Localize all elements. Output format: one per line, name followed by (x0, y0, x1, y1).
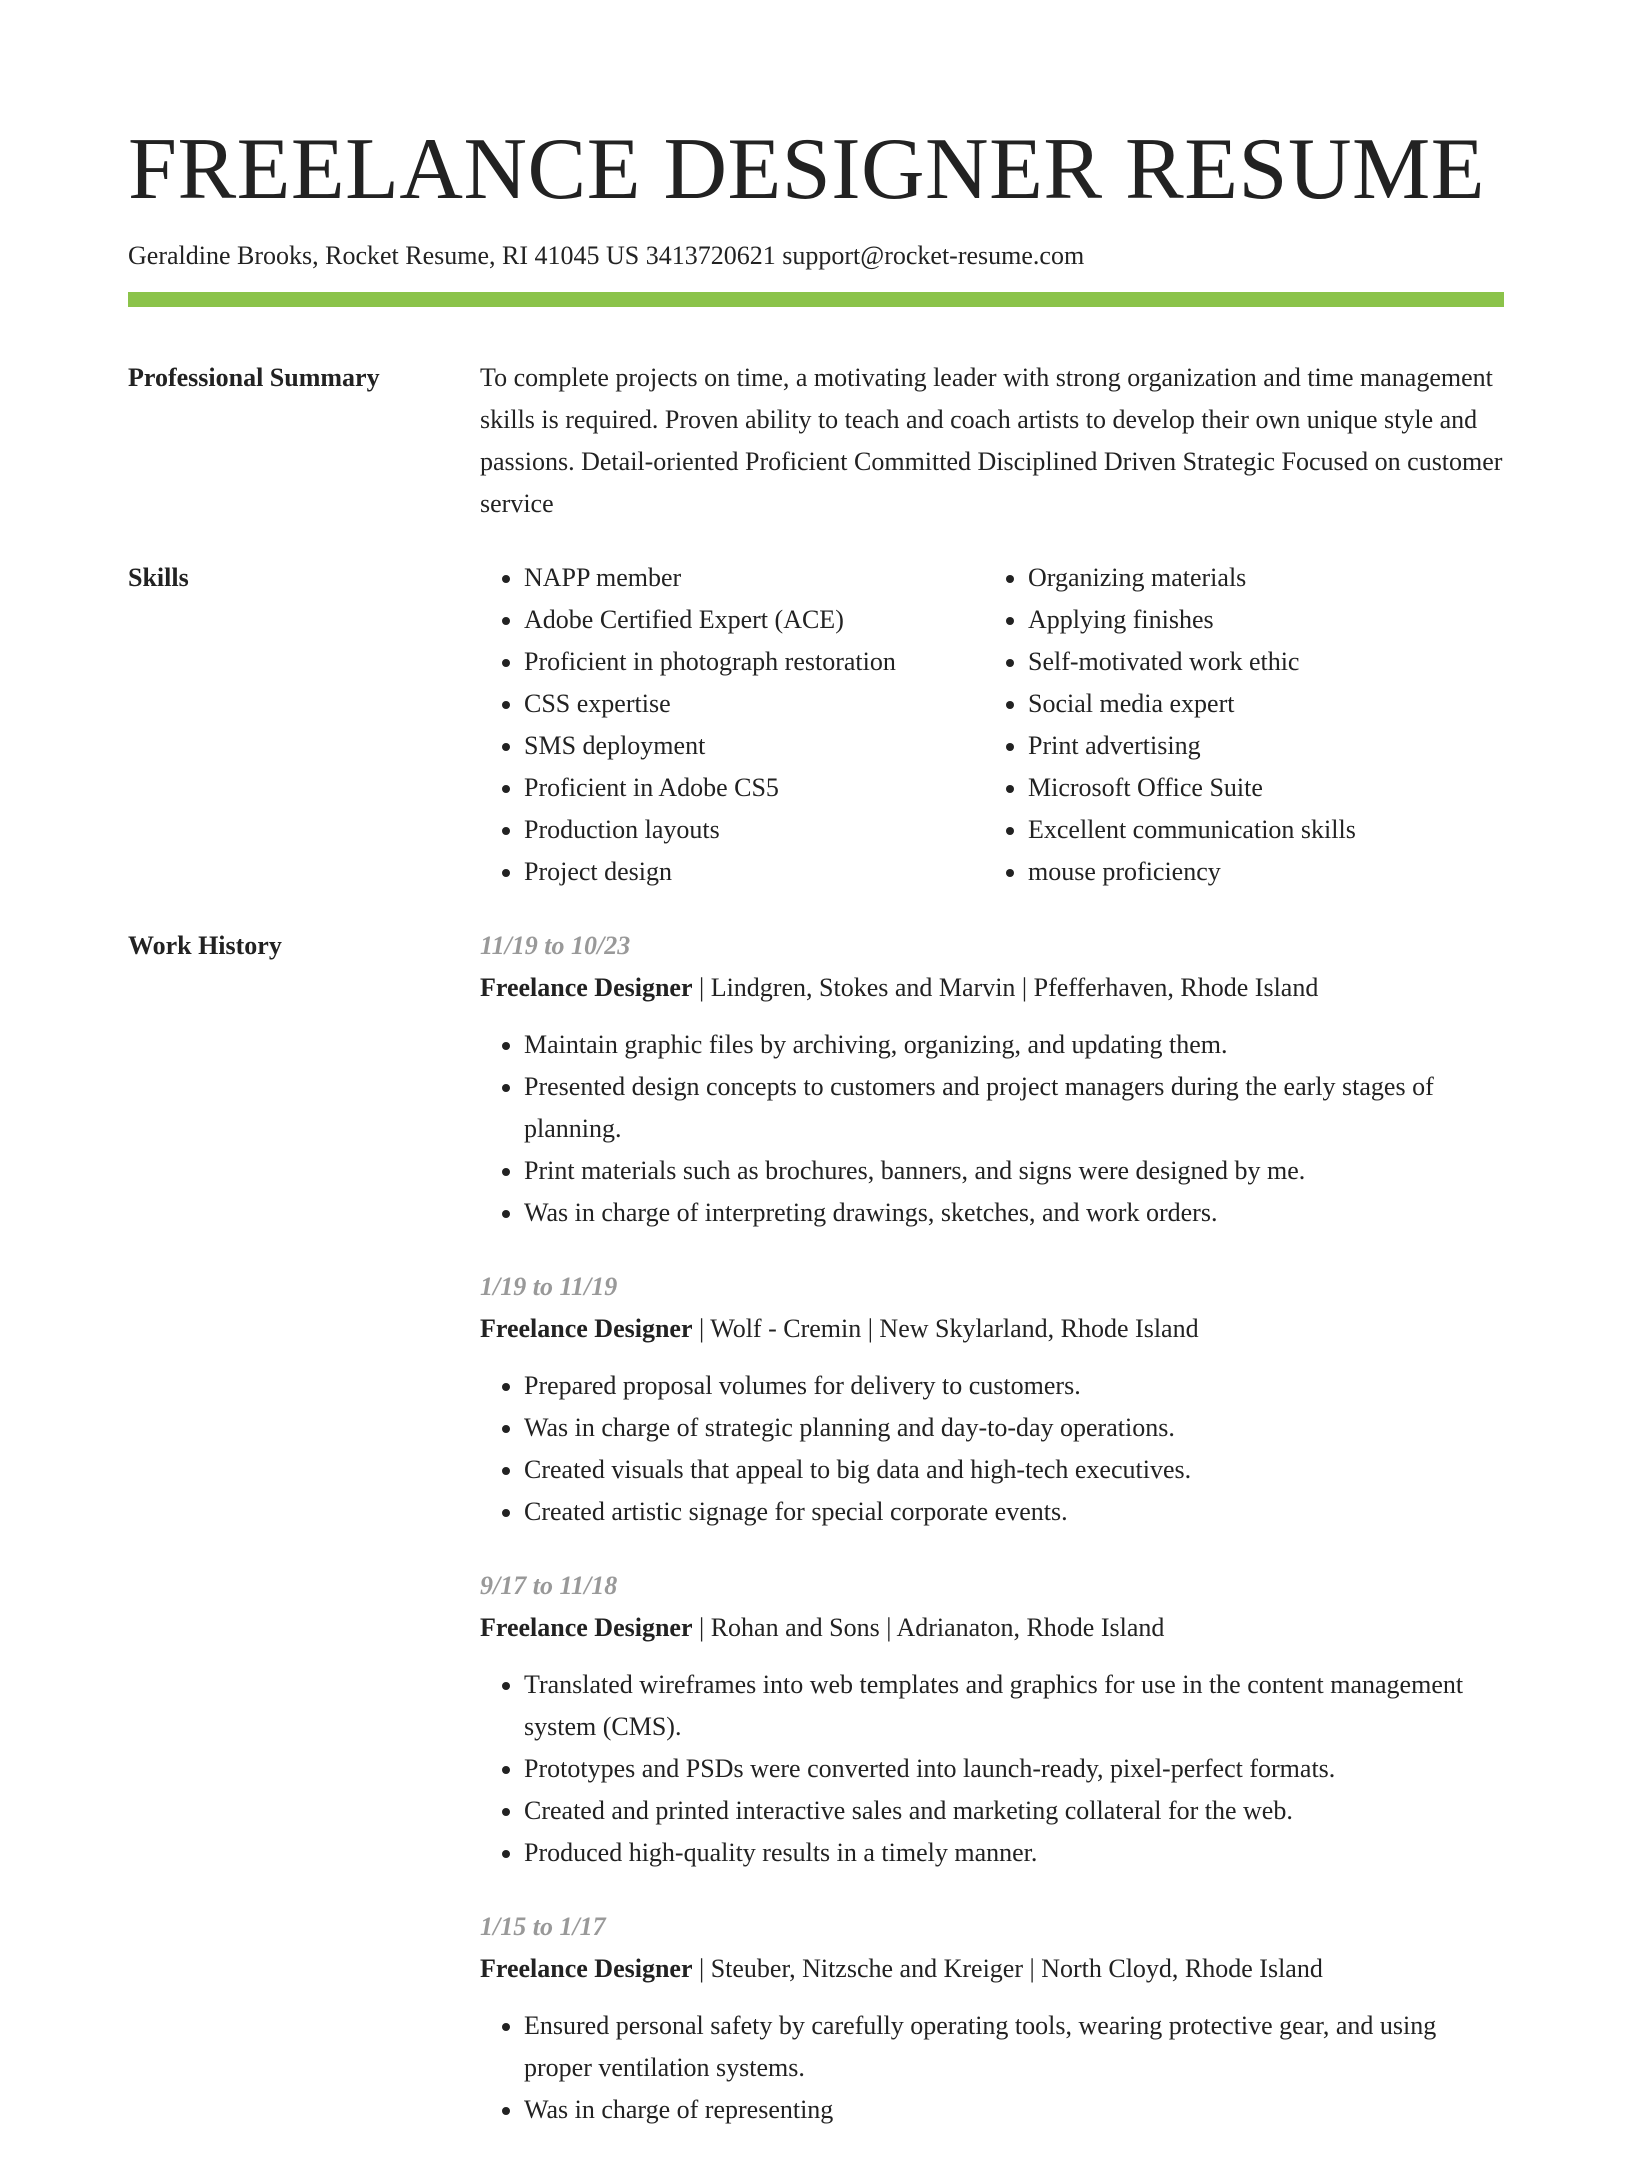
job-dates: 9/17 to 11/18 (480, 1571, 618, 1600)
work-history-section (128, 925, 1504, 2163)
skills-section (128, 557, 1504, 893)
job-entry (480, 1266, 1504, 1533)
resume-title: FREELANCE DESIGNER RESUME (128, 121, 1485, 218)
job-dates: 1/15 to 1/17 (480, 1912, 606, 1941)
job-duties-list (480, 1365, 1504, 1533)
skill-item: • NAPP member (524, 557, 984, 599)
skill-item: • SMS deployment (524, 725, 984, 767)
job-entry (480, 925, 1504, 1234)
job-duties-list (480, 1664, 1504, 1874)
skill-item: • Proficient in Adobe CS5 (524, 767, 984, 809)
job-employer-location: | Wolf - Cremin | New Skylarland, Rhode Island (692, 1314, 1199, 1343)
contact-line: Geraldine Brooks, Rocket Resume, RI 41045 US 3413720621 support@rocket-resume.com (128, 241, 1085, 270)
job-duties-list (480, 1024, 1504, 1234)
skill-item: • Microsoft Office Suite (1028, 767, 1504, 809)
skill-item: • Production layouts (524, 809, 984, 851)
summary-content (480, 357, 1504, 525)
job-title-line (480, 967, 1504, 1009)
skills-list-left (480, 557, 984, 893)
job-duty: • Translated wireframes into web templates and graphics for use in the content management system (CMS). (524, 1664, 1504, 1748)
skill-item: • Self-motivated work ethic (1028, 641, 1504, 683)
skill-item: • CSS expertise (524, 683, 984, 725)
skill-item: • Print advertising (1028, 725, 1504, 767)
work-history-label: Work History (128, 931, 282, 960)
resume-page (128, 0, 1504, 2163)
job-duty: • Presented design concepts to customers and project managers during the early stages of planning. (524, 1066, 1504, 1150)
job-title: Freelance Designer (480, 1613, 693, 1642)
job-duty: • Was in charge of strategic planning and day-to-day operations. (524, 1407, 1504, 1449)
summary-label: Professional Summary (128, 363, 380, 392)
job-title-line (480, 1948, 1504, 1990)
job-duty: • Was in charge of interpreting drawings, sketches, and work orders. (524, 1192, 1504, 1234)
job-employer-location: | Lindgren, Stokes and Marvin | Pfefferhaven, Rhode Island (692, 973, 1319, 1002)
skill-item: • Organizing materials (1028, 557, 1504, 599)
job-duty: • Ensured personal safety by carefully operating tools, wearing protective gear, and using proper ventilation systems. (524, 2005, 1504, 2089)
job-dates: 1/19 to 11/19 (480, 1272, 618, 1301)
job-entry (480, 1565, 1504, 1874)
job-dates: 11/19 to 10/23 (480, 931, 631, 960)
job-duty: • Produced high-quality results in a timely manner. (524, 1832, 1504, 1874)
skills-label: Skills (128, 563, 189, 592)
header-divider (128, 292, 1504, 307)
job-title-line (480, 1308, 1504, 1350)
skills-content (480, 557, 1504, 893)
skill-item: • mouse proficiency (1028, 851, 1504, 893)
skill-item: • Proficient in photograph restoration (524, 641, 984, 683)
job-duties-list (480, 2005, 1504, 2131)
work-history-content (480, 925, 1504, 2163)
job-title: Freelance Designer (480, 973, 693, 1002)
skill-item: • Project design (524, 851, 984, 893)
skill-item: • Excellent communication skills (1028, 809, 1504, 851)
job-employer-location: | Steuber, Nitzsche and Kreiger | North Cloyd, Rhode Island (692, 1954, 1323, 1983)
job-entry (480, 1906, 1504, 2131)
skill-item: • Applying finishes (1028, 599, 1504, 641)
job-duty: • Print materials such as brochures, banners, and signs were designed by me. (524, 1150, 1504, 1192)
job-duty: • Prototypes and PSDs were converted into launch-ready, pixel-perfect formats. (524, 1748, 1504, 1790)
skills-list-right (984, 557, 1504, 893)
job-duty: • Prepared proposal volumes for delivery to customers. (524, 1365, 1504, 1407)
job-duty: • Maintain graphic files by archiving, organizing, and updating them. (524, 1024, 1504, 1066)
job-duty: • Created artistic signage for special corporate events. (524, 1491, 1504, 1533)
job-title-line (480, 1607, 1504, 1649)
summary-text: To complete projects on time, a motivating leader with strong organization and time management skills is required. Proven ability to teach and coach artists to develop their own unique style and passions. Detail-oriented Proficient Committed Disciplined Driven Strategic Focused on customer service (480, 363, 1503, 518)
job-title: Freelance Designer (480, 1314, 693, 1343)
skill-item: • Social media expert (1028, 683, 1504, 725)
job-title: Freelance Designer (480, 1954, 693, 1983)
job-employer-location: | Rohan and Sons | Adrianaton, Rhode Island (692, 1613, 1165, 1642)
job-duty: • Was in charge of representing (524, 2089, 1504, 2131)
job-duty: • Created and printed interactive sales and marketing collateral for the web. (524, 1790, 1504, 1832)
skill-item: • Adobe Certified Expert (ACE) (524, 599, 984, 641)
job-duty: • Created visuals that appeal to big data and high-tech executives. (524, 1449, 1504, 1491)
summary-section (128, 357, 1504, 525)
